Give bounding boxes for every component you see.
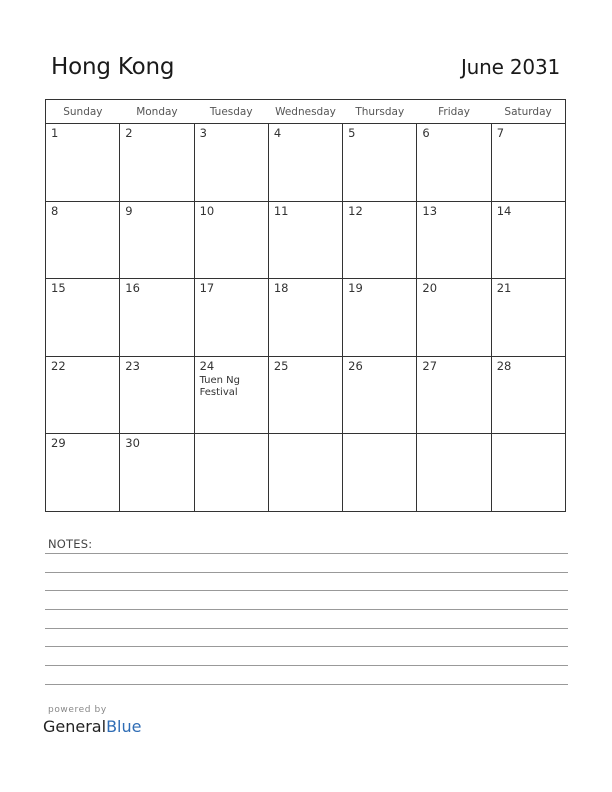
day-cell (343, 434, 417, 512)
day-cell (343, 356, 417, 434)
day-number: 7 (496, 126, 505, 140)
calendar-grid (45, 99, 566, 512)
week-row (46, 356, 566, 434)
day-cell (120, 356, 194, 434)
day-cell (268, 201, 342, 279)
day-cell (120, 201, 194, 279)
day-cell (194, 124, 268, 202)
day-number: 25 (273, 358, 289, 373)
day-cell (120, 279, 194, 357)
day-cell (417, 124, 491, 202)
day-cell (491, 434, 565, 512)
day-number: 17 (199, 281, 215, 296)
day-cell (194, 201, 268, 279)
weekday-tuesday: Tuesday (194, 100, 268, 124)
month-year: June 2031 (460, 55, 560, 79)
day-number: 18 (273, 281, 289, 296)
day-cell (46, 279, 120, 357)
day-number: 26 (348, 358, 363, 373)
day-cell (491, 201, 565, 279)
week-row (46, 201, 566, 279)
day-number: 2 (125, 126, 133, 140)
week-row (46, 434, 566, 512)
day-cell (120, 124, 194, 202)
weekday-saturday: Saturday (491, 100, 565, 124)
note-line (45, 553, 568, 554)
day-cell (46, 124, 120, 202)
day-number: 30 (125, 436, 140, 451)
day-cell (46, 434, 120, 512)
weekday-thursday: Thursday (343, 100, 417, 124)
day-number: 6 (422, 126, 430, 140)
day-cell (268, 356, 342, 434)
note-line (45, 646, 568, 647)
week-row (46, 124, 566, 202)
day-number: 12 (348, 203, 363, 218)
day-number: 24 (199, 358, 215, 373)
day-number: 13 (422, 203, 438, 218)
day-number: 23 (125, 358, 140, 373)
day-number: 8 (51, 203, 59, 218)
weekday-friday: Friday (417, 100, 491, 124)
note-line (45, 628, 568, 629)
day-cell (417, 201, 491, 279)
day-cell (194, 356, 268, 434)
day-number: 19 (348, 281, 363, 296)
day-number: 16 (125, 281, 140, 296)
day-cell (194, 279, 268, 357)
day-number: 11 (273, 203, 289, 218)
page-title: Hong Kong (51, 54, 175, 80)
weekday-wednesday: Wednesday (268, 100, 342, 124)
day-cell (417, 356, 491, 434)
day-cell (491, 124, 565, 202)
day-number: 9 (125, 203, 133, 218)
brand-logo (43, 717, 141, 736)
week-row (46, 279, 566, 357)
notes-label: NOTES: (48, 537, 93, 551)
day-cell (120, 434, 194, 512)
day-number: 27 (422, 358, 438, 373)
day-cell (343, 124, 417, 202)
brand-blue: Blue (106, 717, 142, 736)
day-cell (268, 434, 342, 512)
note-line (45, 684, 568, 685)
day-number: 15 (51, 281, 66, 296)
day-number: 5 (348, 126, 356, 140)
day-cell (491, 356, 565, 434)
note-line (45, 665, 568, 666)
day-cell (343, 201, 417, 279)
day-number: 21 (496, 281, 512, 296)
powered-by-text: powered by (48, 705, 107, 715)
day-cell (417, 279, 491, 357)
weekday-monday: Monday (120, 100, 194, 124)
day-number: 28 (496, 358, 512, 373)
day-number: 10 (199, 203, 215, 218)
note-line (45, 572, 568, 573)
day-number: 4 (273, 126, 282, 140)
day-cell (46, 201, 120, 279)
brand-general: General (43, 717, 107, 736)
day-cell (268, 124, 342, 202)
day-number: 29 (51, 436, 66, 451)
day-cell (194, 434, 268, 512)
day-cell (491, 279, 565, 357)
holiday-label: Tuen Ng Festival (199, 374, 240, 398)
day-cell (46, 356, 120, 434)
weekday-sunday: Sunday (46, 100, 120, 124)
day-cell (343, 279, 417, 357)
day-number: 22 (51, 358, 66, 373)
note-line (45, 609, 568, 610)
weekday-header-row (46, 100, 566, 124)
day-number: 1 (51, 126, 59, 140)
day-cell (417, 434, 491, 512)
note-line (45, 590, 568, 591)
day-number: 3 (199, 126, 207, 140)
day-cell (268, 279, 342, 357)
day-number: 14 (496, 203, 512, 218)
day-number: 20 (422, 281, 438, 296)
